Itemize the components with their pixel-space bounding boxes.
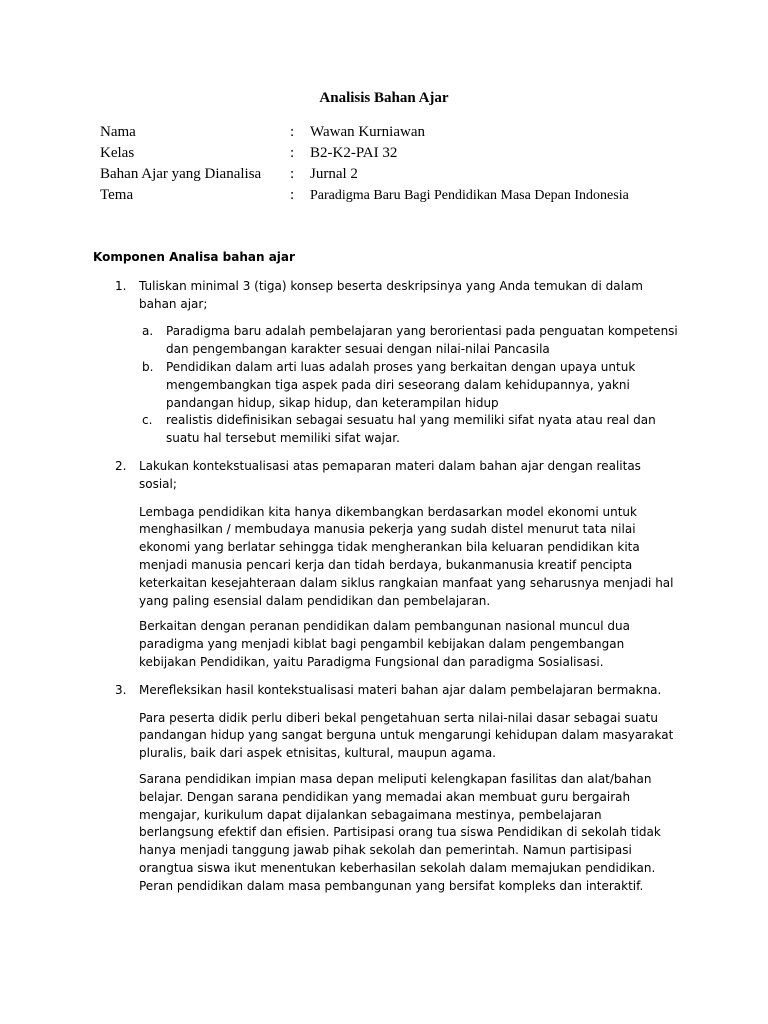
list-item-text: Paradigma baru adalah pembelajaran yang berorientasi pada penguatan kompetensi dan pengembangan karakter sesuai dengan nilai-nilai Pancasila — [166, 324, 678, 357]
question-number: 3. — [115, 682, 127, 697]
paragraph: Lembaga pendidikan kita hanya dikembangkan berdasarkan model ekonomi untuk menghasilkan / membudaya manusia pekerja yang sudah distel menurut tata nilai ekonomi yang berlatar sehingga tidak mengherankan bila keluaran pendidikan kita menjadi manusia pencari kerja dan tidah berdaya, bukanmanusia kreatif pencipta keterkaitan kesejahteraan dalam siklus rangkaian manfaat yang seharusnya menjadi hal yang paling esensial dalam pendidikan dan pembelajaran. — [139, 504, 674, 608]
info-label: Nama — [100, 124, 136, 140]
info-label: Kelas — [100, 145, 135, 161]
info-label: Tema — [100, 187, 134, 203]
question-1 — [93, 278, 678, 314]
document-content — [93, 249, 678, 896]
info-value: Wawan Kurniawan — [310, 124, 425, 140]
list-item — [93, 412, 678, 448]
info-colon: : — [290, 145, 295, 161]
list-letter: b. — [142, 359, 154, 374]
question-text: Lakukan kontekstualisasi atas pemaparan materi dalam bahan ajar dengan realitas sosial; — [139, 458, 641, 491]
info-value: B2-K2-PAI 32 — [310, 145, 398, 161]
info-colon: : — [290, 124, 295, 140]
question-number: 1. — [115, 278, 127, 293]
info-label: Bahan Ajar yang Dianalisa — [100, 166, 262, 182]
question-text: Tuliskan minimal 3 (tiga) konsep beserta deskripsinya yang Anda temukan di dalam bahan ajar; — [139, 278, 643, 311]
document-title: Analisis Bahan Ajar — [319, 90, 449, 106]
list-item-text: realistis didefinisikan sebagai sesuatu hal yang memiliki sifat nyata atau real dan suatu hal tersebut memiliki sifat wajar. — [166, 413, 656, 446]
list-letter: c. — [142, 413, 153, 428]
info-colon: : — [290, 187, 295, 203]
list-letter: a. — [142, 324, 154, 339]
list-item-text: Pendidikan dalam arti luas adalah proses yang berkaitan dengan upaya untuk mengembangkan tiga aspek pada diri seseorang dalam kehidupannya, yakni pandangan hidup, sikap hidup, dan keterampilan hidup — [166, 359, 636, 410]
question-text: Merefleksikan hasil kontekstualisasi materi bahan ajar dalam pembelajaran bermakna. — [139, 682, 662, 697]
paragraph: Para peserta didik perlu diberi bekal pengetahuan serta nilai-nilai dasar sebagai suatu pandangan hidup yang sangat berguna untuk mengarungi kehidupan dalam masyarakat pluralis, baik dari aspek etnisitas, kultural, maupun agama. — [139, 710, 674, 761]
info-value: Jurnal 2 — [310, 166, 358, 182]
section-title: Komponen Analisa bahan ajar — [93, 250, 295, 264]
paragraph: Sarana pendidikan impian masa depan meliputi kelengkapan fasilitas dan alat/bahan belajar. Dengan sarana pendidikan yang memadai akan membuat guru bergairah mengajar, kurikulum dapat dijalankan sebagaimana mestinya, pembelajaran berlangsung efektif dan efisien. Partisipasi orang tua siswa Pendidikan di sekolah tidak hanya menjadi tanggung jawab pihak sekolah dan pemerintah. Namun partisipasi orangtua siswa ikut menentukan keberhasilan sekolah dalam memajukan pendidikan. Peran pendidikan dalam masa pembangunan yang bersifat kompleks dan interaktif. — [139, 771, 661, 893]
paragraph: Berkaitan dengan peranan pendidikan dalam pembangunan nasional muncul dua paradigma yang menjadi kiblat bagi pengambil kebijakan dalam pengembangan kebijakan Pendidikan, yaitu Paradigma Fungsional dan paradigma Sosialisasi. — [139, 619, 630, 669]
question-number: 2. — [115, 458, 127, 473]
list-item — [93, 359, 678, 412]
list-item — [93, 323, 678, 359]
question-2 — [93, 458, 678, 494]
info-colon: : — [290, 166, 295, 182]
info-value: Paradigma Baru Bagi Pendidikan Masa Depan Indonesia — [310, 188, 629, 203]
question-3 — [93, 682, 678, 700]
